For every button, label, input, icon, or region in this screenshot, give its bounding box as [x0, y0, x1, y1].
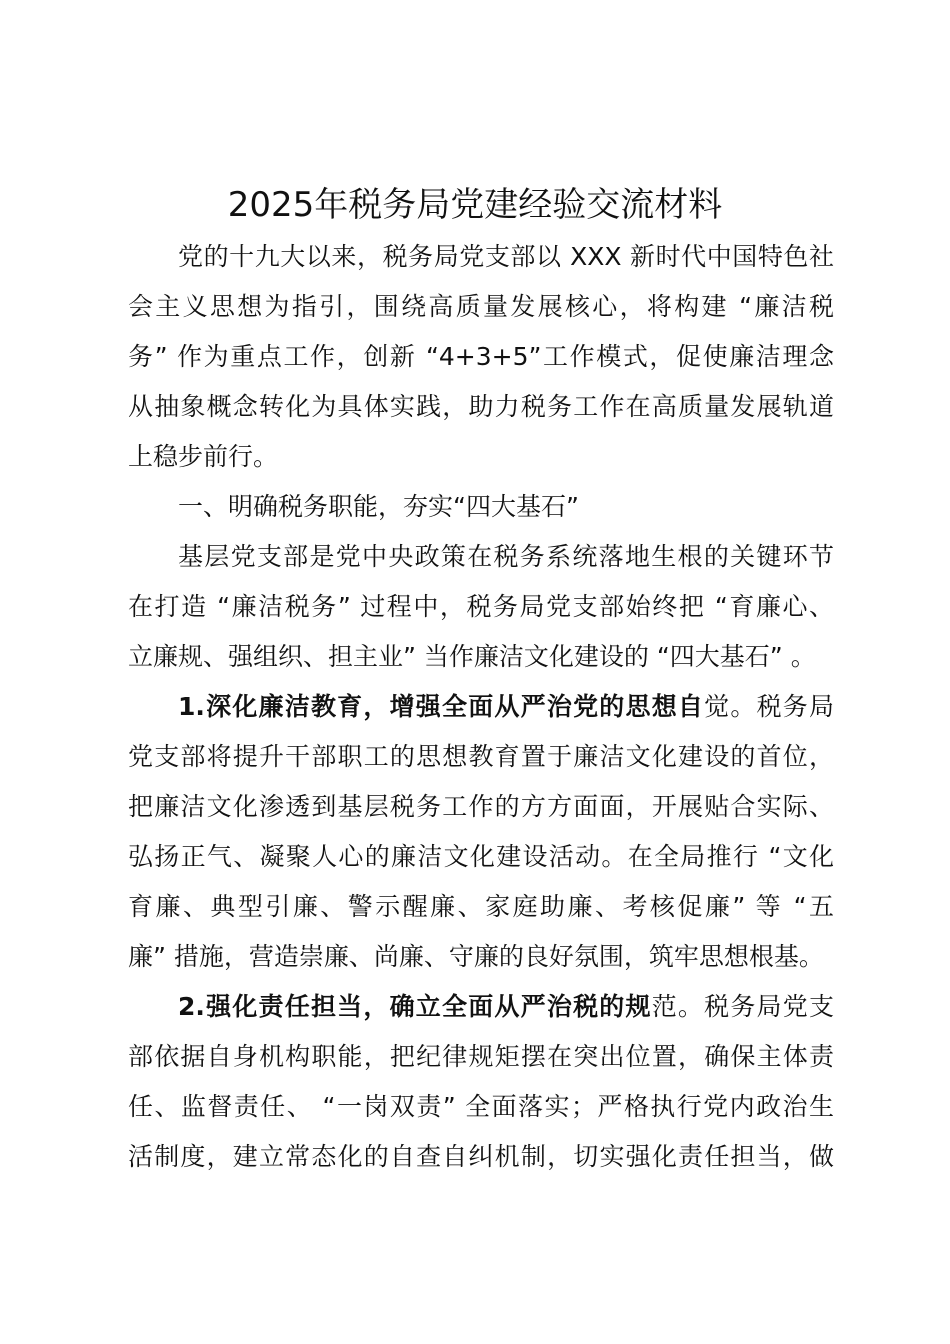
item1-line-tail: 觉。税务局	[704, 692, 834, 721]
item2-line: 部依据自身机构职能，把纪律规矩摆在突出位置，确保主体责	[128, 1042, 834, 1071]
item1-line: 弘扬正气、凝聚人心的廉洁文化建设活动。在全局推行 “文化	[128, 842, 834, 871]
document-body	[128, 232, 834, 1182]
item1-line: 廉” 措施，营造崇廉、尚廉、守廉的良好氛围，筑牢思想根基。	[128, 942, 824, 971]
section1-line: 基层党支部是党中央政策在税务系统落地生根的关键环节	[178, 542, 834, 571]
item2-line: 活制度，建立常态化的自查自纠机制，切实强化责任担当，做	[128, 1142, 834, 1171]
item1-line: 党支部将提升干部职工的思想教育置于廉洁文化建设的首位，	[128, 742, 834, 771]
section-heading	[128, 482, 834, 532]
intro-line: 务” 作为重点工作，创新 “4+3+5”工作模式，促使廉洁理念	[128, 342, 834, 371]
item1-paragraph	[128, 682, 834, 982]
section1-heading: 一、明确税务职能，夯实“四大基石”	[178, 492, 579, 521]
item1-line: 育廉、典型引廉、警示醒廉、家庭助廉、考核促廉” 等 “五	[128, 892, 834, 921]
item1-bold-lead: 1.深化廉洁教育，增强全面从严治党的思想自	[178, 692, 705, 721]
intro-line: 从抽象概念转化为具体实践，助力税务工作在高质量发展轨道	[128, 392, 834, 421]
item2-line: 任、监督责任、 “一岗双责” 全面落实；严格执行党内政治生	[128, 1092, 834, 1121]
item1-line: 把廉洁文化渗透到基层税务工作的方方面面，开展贴合实际、	[128, 792, 834, 821]
item1-first-line	[128, 682, 834, 732]
section1-line: 在打造 “廉洁税务” 过程中，税务局党支部始终把 “育廉心、	[128, 592, 834, 621]
intro-paragraph	[128, 232, 834, 482]
intro-line: 上稳步前行。	[128, 442, 279, 471]
item2-line-tail: 范。税务局党支	[651, 992, 834, 1021]
item2-paragraph	[128, 982, 834, 1182]
item2-bold-lead: 2.强化责任担当，确立全面从严治税的规	[178, 992, 652, 1021]
document-title: 2025年税务局党建经验交流材料	[227, 185, 723, 225]
item2-first-line	[128, 982, 834, 1032]
intro-line: 会主义思想为指引，围绕高质量发展核心，将构建 “廉洁税	[128, 292, 834, 321]
section1-line: 立廉规、强组织、担主业” 当作廉洁文化建设的 “四大基石” 。	[128, 642, 816, 671]
section1-paragraph	[128, 532, 834, 682]
intro-line: 党的十九大以来，税务局党支部以 XXX 新时代中国特色社	[178, 242, 834, 271]
